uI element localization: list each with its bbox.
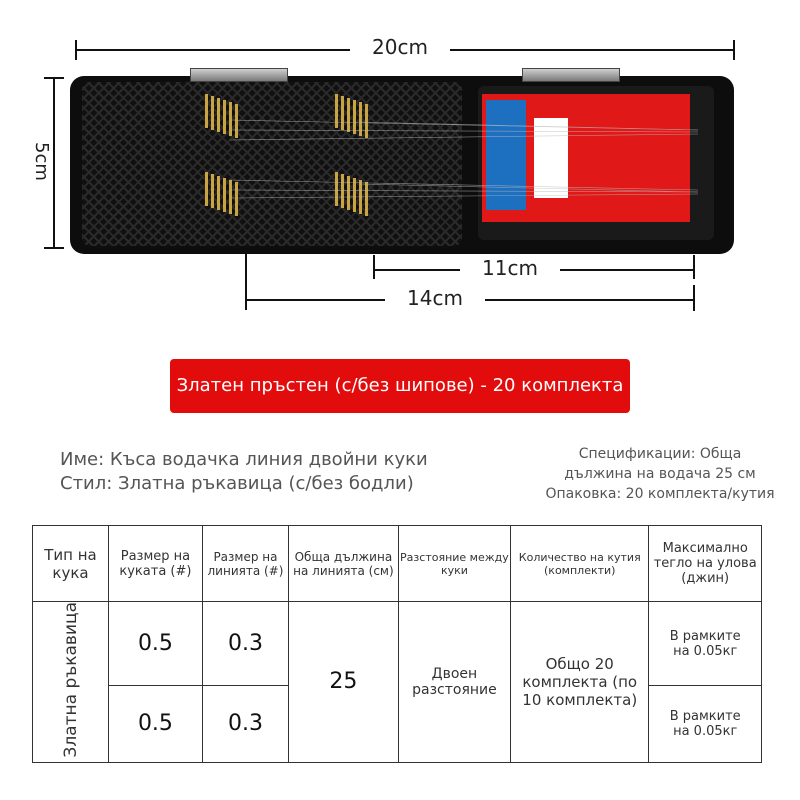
spec-line-1: Спецификации: Обща	[578, 446, 742, 462]
width-dimension-tick-left	[75, 40, 77, 60]
product-banner	[170, 359, 630, 413]
leader-lines	[230, 110, 700, 200]
quantity-cell: Общо 20 комплекта (по 10 комплекта)	[511, 602, 649, 763]
header-max-weight: Максимално тегло на улова (джин)	[649, 526, 762, 602]
hinge-left	[190, 68, 288, 82]
height-dimension-line	[53, 77, 55, 249]
table-header-row	[33, 526, 762, 602]
product-style: Стил: Златна ръкавица (с/без бодли)	[60, 473, 414, 494]
total-length-cell: 25	[289, 602, 399, 763]
product-name: Име: Къса водачка линия двойни куки	[60, 449, 428, 470]
spec-table	[32, 525, 762, 763]
hinge-right	[522, 68, 620, 82]
max-weight-cell: В рамките на 0.05кг	[649, 602, 762, 686]
hook-size-cell: 0.5	[109, 602, 203, 686]
table-row	[33, 602, 762, 686]
header-total-length: Обща дължина на линията (см)	[289, 526, 399, 602]
line-size-cell: 0.3	[202, 602, 288, 686]
width-dimension-tick-right	[733, 40, 735, 60]
height-dimension-label: 5cm	[12, 142, 52, 181]
max-weight-cell: В рамките на 0.05кг	[649, 686, 762, 762]
hook-type-cell	[33, 602, 109, 763]
header-hook-type: Тип на кука	[33, 526, 109, 602]
spacing-cell: Двоен разстояние	[398, 602, 510, 763]
spec-block	[525, 444, 795, 504]
line-size-cell: 0.3	[202, 686, 288, 762]
height-dimension-tick-top	[44, 77, 64, 79]
banner-text: Златен пръстен (с/без шипове) - 20 комплекта	[176, 375, 624, 396]
hook-size-cell: 0.5	[109, 686, 203, 762]
partial-dimension-tick-left	[245, 254, 247, 310]
spec-line-3: Опаковка: 20 комплекта/кутия	[545, 486, 775, 502]
height-dimension-tick-bottom	[44, 247, 64, 249]
inner-dimension-tick-left	[373, 255, 375, 279]
header-line-size: Размер на линията (#)	[202, 526, 288, 602]
inner-dimension-tick-right	[693, 255, 695, 279]
hook-type-value: Златна ръкавица	[60, 602, 81, 758]
spec-line-2: дължина на водача 25 см	[564, 466, 756, 482]
partial-dimension-label: 14cm	[385, 286, 485, 310]
inner-dimension-label: 11cm	[460, 256, 560, 280]
header-quantity: Количество на кутия (комплекти)	[511, 526, 649, 602]
header-hook-size: Размер на куката (#)	[109, 526, 203, 602]
width-dimension-label: 20cm	[350, 35, 450, 59]
partial-dimension-tick-right	[693, 285, 695, 311]
header-hook-spacing: Разстояние между куки	[398, 526, 510, 602]
